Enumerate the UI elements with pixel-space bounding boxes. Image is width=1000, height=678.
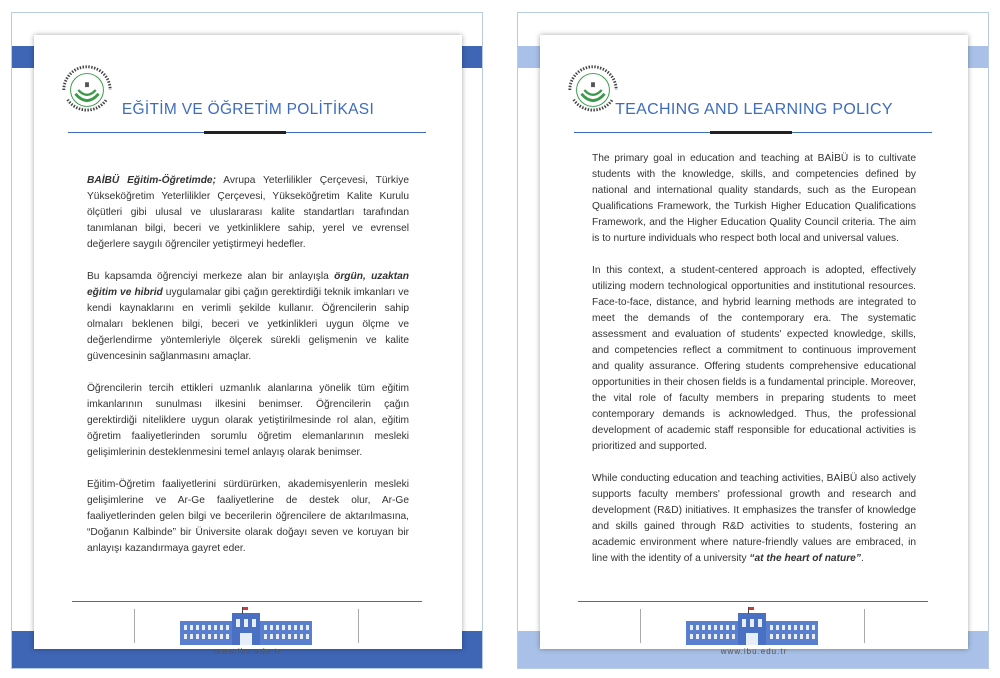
- emphasis-text: örgün, uzaktan eğitim ve hibrid: [87, 271, 409, 298]
- footer-divider: [134, 609, 135, 643]
- emphasis-text: “at the heart of nature”: [749, 553, 861, 564]
- campus-building-icon: [180, 607, 312, 645]
- paragraph: [592, 471, 916, 567]
- english-policy-page: [517, 12, 989, 669]
- footer-divider: [358, 609, 359, 643]
- paragraph-text: Avrupa Yeterlilikler Çerçevesi, Türkiye Yükseköğretim Yeterlilikler Çerçevesi, Yükseköğretim Kalite Kurulu ölçütleri gibi ulusal ve uluslararası kalite standartları tarafından tanımlanan bilgi, beceri ve yetkinliklere sahip, yerel ve evrensel değerlere saygılı öğrenciler yetiştirmeyi hedefler.: [87, 175, 409, 250]
- footer-rule: [578, 601, 928, 602]
- page-title: EĞİTİM VE ÖĞRETİM POLİTİKASI: [121, 101, 375, 118]
- paragraph: [87, 173, 409, 253]
- paragraph: Öğrencilerin tercih ettikleri uzmanlık alanlarına yönelik tüm eğitim imkanlarının sunulması ilkesini benimser. Öğrencilerin çağın gerektirdiği niteliklere uygun olarak yetiştirilmesinde rol alan, eğitim öğretim faaliyetlerinden sorumlu öğretim elemanlarının mesleki gelişimlerinin desteklenmesini temel anlayış olarak benimser.: [87, 383, 409, 458]
- paragraph: [87, 269, 409, 365]
- paragraph-text: While conducting education and teaching activities, BAİBÜ also actively supports faculty members' professional growth and research and development (R&D) initiatives. It emphasizes the transfer of knowledge and skills gained through R&D activities to students, fostering an academic environment where nature-friendly values are embraced, in line with the identity of a university: [592, 473, 916, 564]
- document-sheet: [540, 35, 968, 656]
- website-url: www.ibu.edu.tr: [720, 647, 788, 656]
- paragraph: In this context, a student-centered approach is adopted, effectively utilizing modern technological opportunities and institutional resources. Face-to-face, distance, and hybrid learning methods are integrated to meet the demands of the contemporary era. The systematic assessment and evaluation of students' expected knowledge, skills, and competencies reflect a commitment to continuous improvement and quality assurance. Offering students comprehensive educational opportunities in their chosen fields is a fundamental principle. Moreover, the vital role of faculty members in preparing students to meet contemporary demands is acknowledged. Thus, the professional development of academic staff responsible for educational activities is prioritized and supported.: [592, 265, 916, 452]
- turkish-policy-page: [11, 12, 483, 669]
- footer-divider: [864, 609, 865, 643]
- paragraph-text: uygulamalar gibi çağın gerektirdiği teknik imkanları ve kendi kaynaklarını en verimli şekilde kullanır. Öğrencilerin sahip olmaları beklenen bilgi, beceri ve yetkinlikleri uygun ölçme ve değerlendirme yöntemleriyle ölçerek sürekli gelişmenin ve kalite güvencesinin sağlanmasını amaçlar.: [87, 287, 409, 362]
- emphasis-text: BAİBÜ Eğitim-Öğretimde;: [87, 175, 216, 186]
- paragraph: The primary goal in education and teaching at BAİBÜ is to cultivate students with the knowledge, skills, and competencies defined by national and international quality standards, such as the European Qualifications Framework, the Turkish Higher Education Qualifications Framework, and the Higher Education Quality Council criteria. The aim is to nurture individuals who respect both local and universal values.: [592, 153, 916, 244]
- footer-divider: [640, 609, 641, 643]
- paragraph-text: .: [860, 553, 864, 564]
- title-rule-accent: [204, 131, 286, 134]
- paragraph: Eğitim-Öğretim faaliyetlerini sürdürürken, akademisyenlerin mesleki gelişimlerine ve Ar-Ge faaliyetlerine de destek olur, Ar-Ge faaliyetlerinden gelen bilgi ve becerilerin öğrencilere de aktarılmasına, “Doğanın Kalbinde” bir Üniversite olarak doğayı seven ve koruyan bir anlayışı kazandırmaya gayret eder.: [87, 479, 409, 554]
- paragraph-text: Bu kapsamda öğrenciyi merkeze alan bir anlayışla: [87, 271, 335, 282]
- footer-rule: [72, 601, 422, 602]
- policy-body: [87, 173, 409, 557]
- website-url: www.ibu.edu.tr: [214, 647, 282, 656]
- campus-building-icon: [686, 607, 818, 645]
- title-rule-accent: [710, 131, 792, 134]
- page-title: TEACHING AND LEARNING POLICY: [615, 101, 893, 118]
- document-sheet: [34, 35, 462, 656]
- policy-body: [592, 151, 916, 567]
